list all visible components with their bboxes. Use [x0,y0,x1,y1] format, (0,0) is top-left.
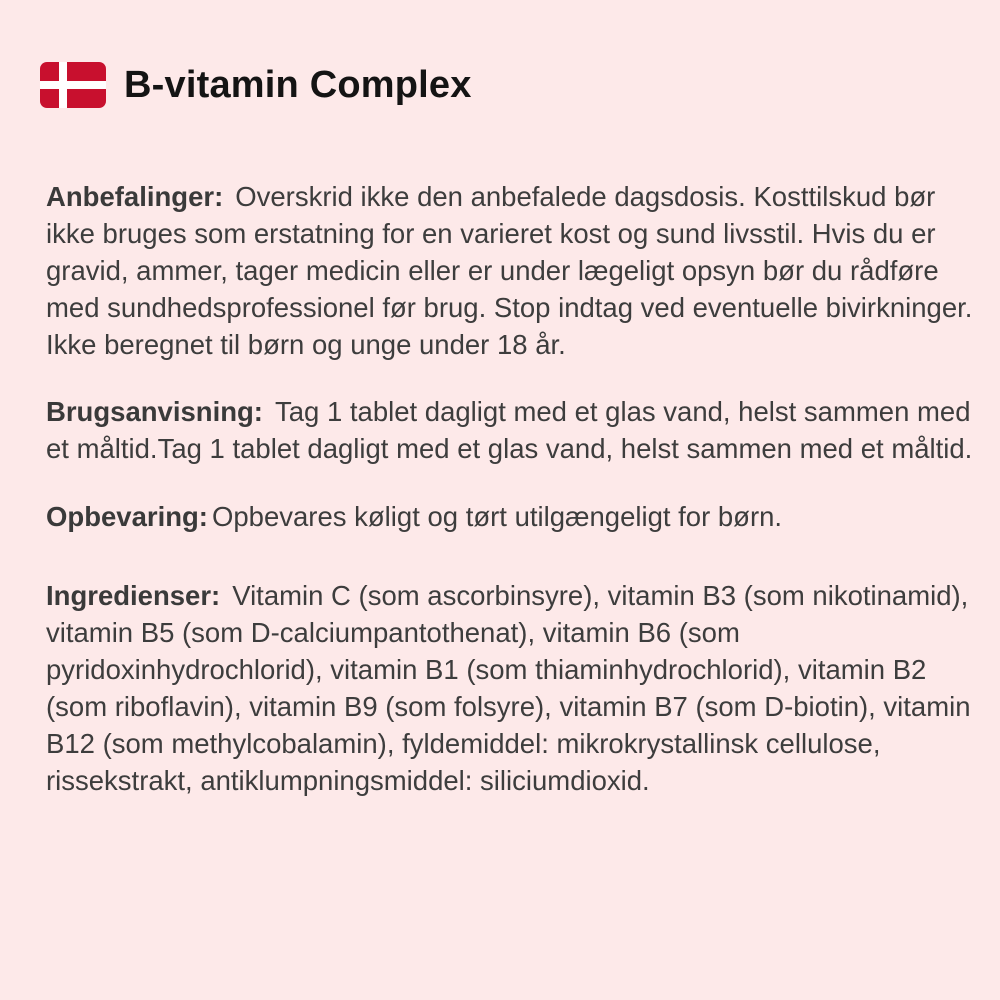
recommendations-label: Anbefalinger: [46,181,224,212]
recommendations-text: Overskrid ikke den anbefalede dagsdosis. Kosttilskud bør ikke bruges som erstatning for en varieret kost og sund livsstil. Hvis du er gravid, ammer, tager medicin eller er under lægeligt opsyn bør du rådføre med sundhedsprofessionel før brug. Stop indtag ved eventuelle bivirkninger. Ikke beregnet til børn og unge under 18 år. [46,181,973,360]
product-info [46,178,976,799]
usage-section [46,393,976,467]
usage-label: Brugsanvisning: [46,396,263,427]
ingredients-section [46,577,976,799]
denmark-flag-icon [40,62,106,108]
ingredients-text: Vitamin C (som ascorbinsyre), vitamin B3 (som nikotinamid), vitamin B5 (som D-calciumpantothenat), vitamin B6 (som pyridoxinhydrochlorid), vitamin B1 (som thiaminhydrochlorid), vitamin B2 (som riboflavin), vitamin B9 (som folsyre), vitamin B7 (som D-biotin), vitamin B12 (som methylcobalamin), fyldemiddel: mikrokrystallinsk cellulose, rissekstrakt, antiklumpningsmiddel: siliciumdioxid. [46,580,971,796]
storage-text: Opbevares køligt og tørt utilgængeligt for børn. [211,501,783,532]
storage-label: Opbevaring: [46,501,208,532]
ingredients-label: Ingredienser: [46,580,221,611]
storage-section [46,498,976,535]
product-header [40,62,472,108]
product-title: B-vitamin Complex [124,63,472,106]
usage-text: Tag 1 tablet dagligt med et glas vand, helst sammen med et måltid.Tag 1 tablet dagligt med et glas vand, helst sammen med et måltid. [46,396,973,464]
recommendations-section [46,178,976,363]
